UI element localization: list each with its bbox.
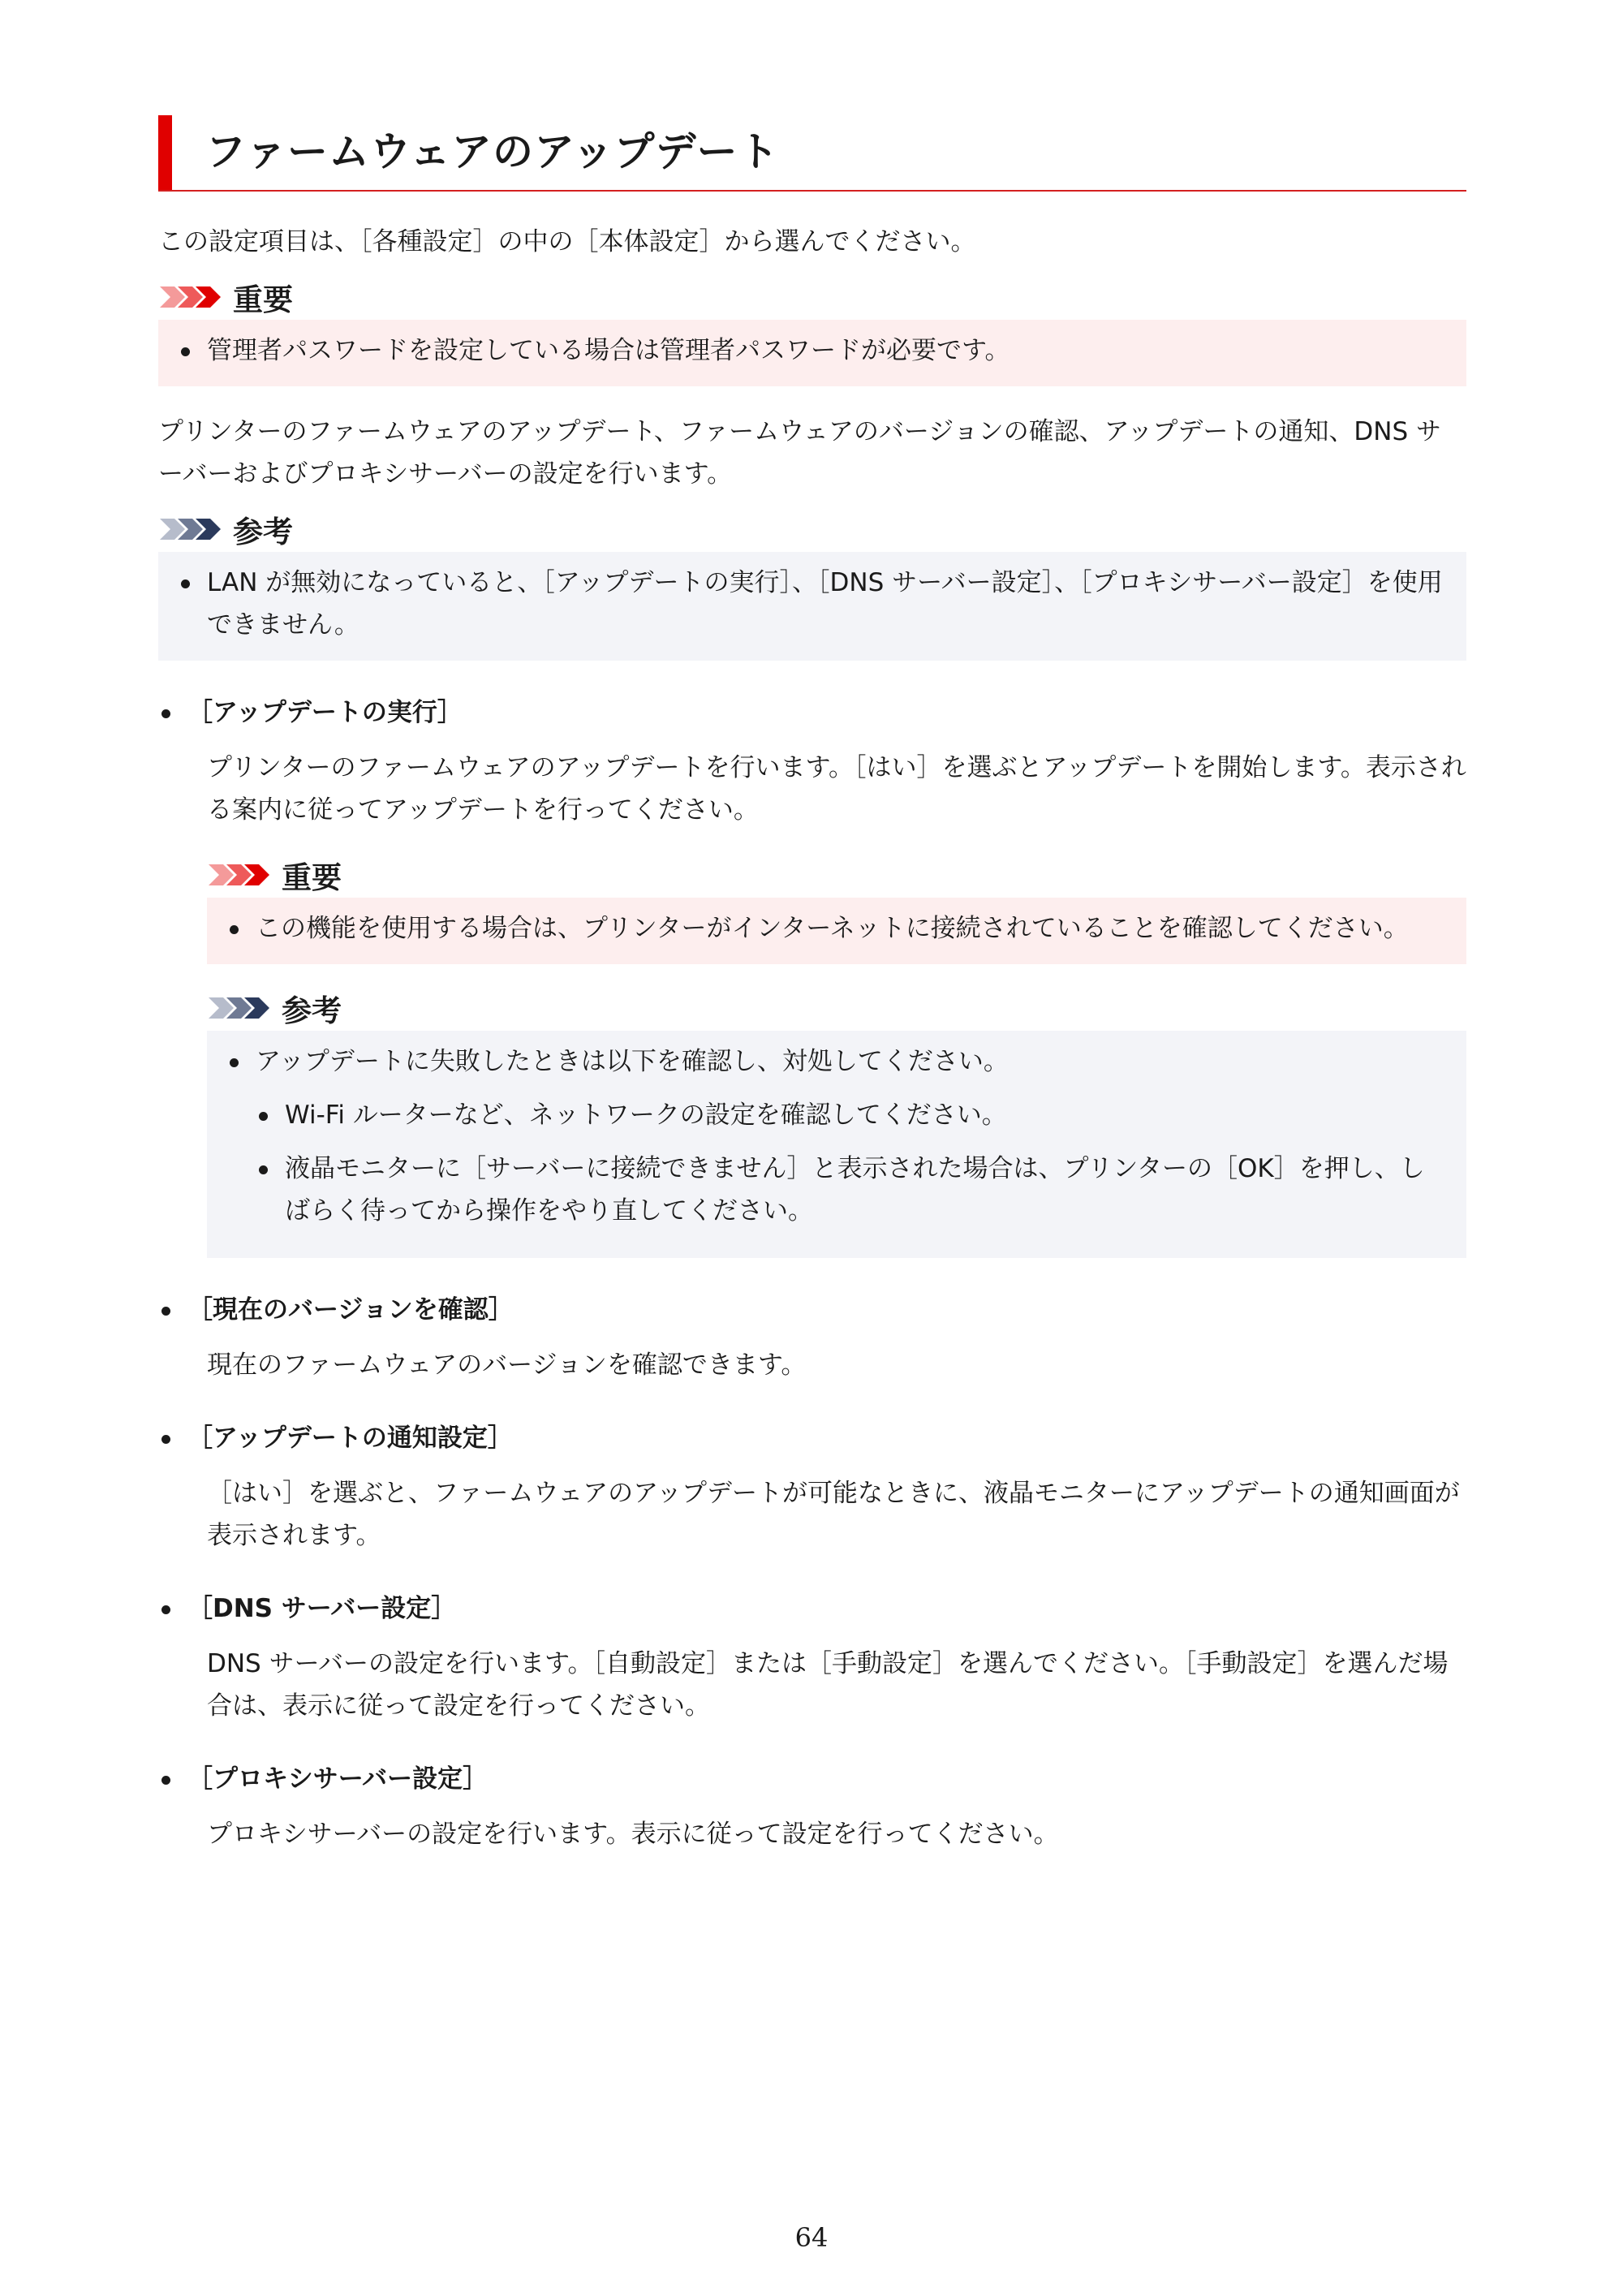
note-label: 参考 bbox=[233, 515, 293, 549]
page-number: 64 bbox=[794, 2222, 829, 2253]
section-check-version bbox=[158, 1289, 1466, 1386]
section-update-run bbox=[158, 691, 1466, 1258]
description-text: プリンターのファームウェアのアップデート、ファームウェアのバージョンの確認、アップデートの通知、DNS サーバーおよびプロキシサーバーの設定を行います。 bbox=[158, 417, 1442, 489]
section-notify-settings bbox=[158, 1417, 1466, 1557]
important-label: 重要 bbox=[233, 282, 293, 317]
note-box bbox=[207, 1031, 1466, 1258]
title-accent-mark bbox=[158, 115, 172, 190]
list-item: この機能を使用する場合は、プリンターがインターネットに接続されていることを確認してください。 bbox=[226, 907, 1447, 950]
important-heading bbox=[158, 274, 1466, 320]
page-title-bar bbox=[158, 114, 1466, 192]
section-heading: ［現在のバージョンを確認］ bbox=[158, 1289, 1466, 1331]
list-item: 管理者パスワードを設定している場合は管理者パスワードが必要です。 bbox=[178, 330, 1447, 372]
section-body: DNS サーバーの設定を行います。［自動設定］または［手動設定］を選んでください。［手動設定］を選んだ場合は、表示に従って設定を行ってください。 bbox=[207, 1649, 1449, 1721]
list-item: LAN が無効になっていると、［アップデートの実行］、［DNS サーバー設定］、［プロキシサーバー設定］を使用できません。 bbox=[178, 562, 1447, 646]
section-body: プロキシサーバーの設定を行います。表示に従って設定を行ってください。 bbox=[207, 1820, 1059, 1849]
section-proxy-settings bbox=[158, 1758, 1466, 1855]
note-box bbox=[158, 552, 1466, 661]
list-item bbox=[226, 1040, 1447, 1232]
section-body: 現在のファームウェアのバージョンを確認できます。 bbox=[207, 1350, 807, 1380]
section-body: ［はい］を選ぶと、ファームウェアのアップデートが可能なときに、液晶モニターにアップデートの通知画面が表示されます。 bbox=[207, 1479, 1460, 1550]
section-heading: ［アップデートの通知設定］ bbox=[158, 1417, 1466, 1459]
sub-list-item: Wi-Fi ルーターなど、ネットワークの設定を確認してください。 bbox=[256, 1094, 1447, 1136]
important-label: 重要 bbox=[282, 860, 342, 895]
document-page bbox=[158, 114, 1466, 1855]
intro-text: この設定項目は、［各種設定］の中の［本体設定］から選んでください。 bbox=[158, 227, 976, 256]
section-heading: ［DNS サーバー設定］ bbox=[158, 1587, 1466, 1630]
important-box bbox=[207, 898, 1466, 964]
section-heading: ［アップデートの実行］ bbox=[158, 691, 1466, 734]
section-dns-settings bbox=[158, 1587, 1466, 1727]
important-chevron-icon bbox=[207, 861, 273, 889]
sub-list-item: 液晶モニターに［サーバーに接続できません］と表示された場合は、プリンターの［OK］を押し、しばらく待ってから操作をやり直してください。 bbox=[256, 1148, 1447, 1232]
section-heading: ［プロキシサーバー設定］ bbox=[158, 1758, 1466, 1800]
important-box bbox=[158, 320, 1466, 386]
note-label: 参考 bbox=[282, 993, 342, 1028]
note-chevron-icon bbox=[207, 994, 273, 1022]
important-chevron-icon bbox=[158, 283, 225, 311]
list-item-text: アップデートに失敗したときは以下を確認し、対処してください。 bbox=[256, 1047, 1009, 1076]
section-body: プリンターのファームウェアのアップデートを行います。［はい］を選ぶとアップデートを開始します。表示される案内に従ってアップデートを行ってください。 bbox=[207, 753, 1466, 825]
note-heading bbox=[207, 985, 1466, 1031]
note-heading bbox=[158, 506, 1466, 552]
page-title: ファームウェアのアップデート bbox=[205, 128, 780, 175]
note-chevron-icon bbox=[158, 515, 225, 543]
important-heading bbox=[207, 852, 1466, 898]
